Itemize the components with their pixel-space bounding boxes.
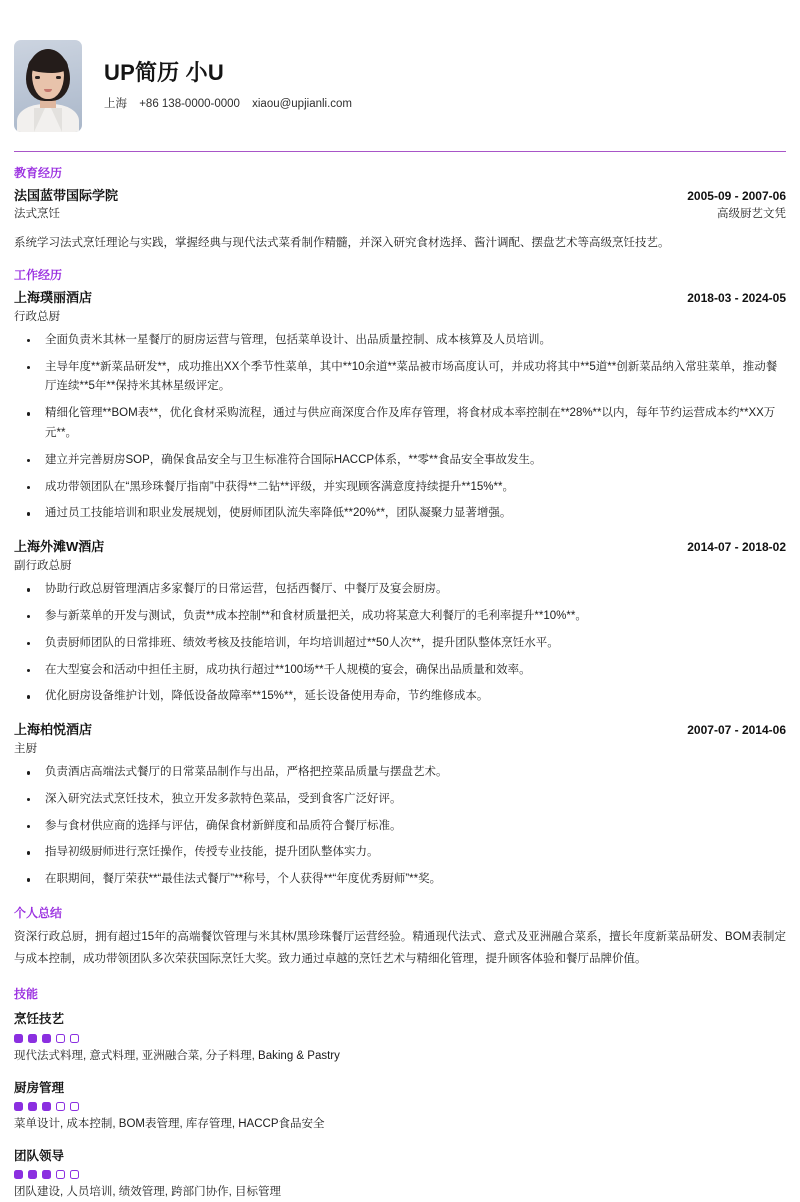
- work-entry-header: [14, 720, 786, 740]
- education-entry-subheader: [14, 206, 786, 224]
- section-title-education: 教育经历: [14, 166, 63, 180]
- section-title-work: 工作经历: [14, 268, 63, 283]
- work-entry-header: [14, 537, 786, 557]
- skill-level-indicator: [14, 1170, 786, 1179]
- summary-text: 资深行政总厨，拥有超过15年的高端餐饮管理与米其林/黑珍珠餐厅运营经验。精通现代法式、意式及亚洲融合菜系，擅长年度新菜品研发、BOM表制定与成本控制，成功带领团队多次荣获国际烹饪大奖。致力通过卓越的烹饪艺术与精细化管理，提升顾客体验和餐厅品牌价值。: [14, 930, 786, 966]
- work-entry: [14, 288, 786, 524]
- section-title-skills: 技能: [14, 986, 39, 1001]
- work-bullet: 精细化管理**BOM表**，优化食材采购流程，通过与供应商深度合作及库存管理，将食材成本率控制在**28%**以内，每年节约运营成本约**XX万元**。: [14, 404, 786, 444]
- work-bullet-list: [14, 331, 786, 524]
- contact-location: 上海: [104, 98, 127, 111]
- skill-dot-filled: [28, 1034, 37, 1043]
- work-bullet: 在大型宴会和活动中担任主厨，成功执行超过**100场**千人规模的宴会，确保出品质量和效率。: [14, 661, 786, 681]
- work-bullet: 负责酒店高端法式餐厅的日常菜品制作与出品，严格把控菜品质量与摆盘艺术。: [14, 763, 786, 783]
- work-bullet: 参与食材供应商的选择与评估，确保食材新鲜度和品质符合餐厅标准。: [14, 817, 786, 837]
- education-entry-header: [14, 186, 786, 206]
- contact-email: xiaou@upjianli.com: [252, 98, 353, 111]
- skill-dot-filled: [14, 1102, 23, 1111]
- work-company: 上海璞丽酒店: [14, 289, 93, 305]
- skill-dot-empty: [56, 1170, 65, 1179]
- work-bullet: 建立并完善厨房SOP，确保食品安全与卫生标准符合国际HACCP体系，**零**食品安全事故发生。: [14, 451, 786, 471]
- work-company: 上海外滩W酒店: [14, 539, 105, 555]
- section-education: [14, 165, 786, 254]
- work-bullet-list: [14, 580, 786, 707]
- section-skills: [14, 986, 786, 1202]
- resume-header: [14, 0, 786, 132]
- skill-category-name: 团队领导: [14, 1148, 65, 1163]
- skill-dot-filled: [42, 1034, 51, 1043]
- profile-photo: [14, 40, 82, 132]
- skill-dot-empty: [70, 1170, 79, 1179]
- skill-category-name: 烹饪技艺: [14, 1012, 65, 1027]
- work-role: 行政总厨: [14, 310, 60, 323]
- skill-level-indicator: [14, 1034, 786, 1043]
- skill-dot-empty: [56, 1034, 65, 1043]
- work-period: 2014-07 - 2018-02: [687, 540, 786, 555]
- work-role: 副行政总厨: [14, 560, 72, 573]
- work-period: 2007-07 - 2014-06: [687, 723, 786, 738]
- work-bullet: 全面负责米其林一星餐厅的厨房运营与管理，包括菜单设计、出品质量控制、成本核算及人员培训。: [14, 331, 786, 351]
- identity-block: [104, 59, 786, 114]
- contact-phone: +86 138-0000-0000: [139, 98, 240, 111]
- work-bullet: 参与新菜单的开发与测试，负责**成本控制**和食材质量把关，成功将某意大利餐厅的毛利率提升**10%**。: [14, 607, 786, 627]
- work-role: 主厨: [14, 743, 37, 756]
- work-bullet: 成功带领团队在“黑珍珠餐厅指南”中获得**二钻**评级，并实现顾客满意度持续提升**15%**。: [14, 478, 786, 498]
- work-bullet-list: [14, 763, 786, 890]
- section-title-summary: 个人总结: [14, 906, 63, 921]
- work-entry: [14, 720, 786, 890]
- education-degree: 高级厨艺文凭: [717, 207, 786, 220]
- work-entry-header: [14, 288, 786, 308]
- skill-dot-filled: [42, 1170, 51, 1179]
- skill-item-list: 团队建设, 人员培训, 绩效管理, 跨部门协作, 目标管理: [14, 1186, 282, 1199]
- skill-dot-filled: [28, 1102, 37, 1111]
- skill-level-indicator: [14, 1102, 786, 1111]
- education-major: 法式烹饪: [14, 207, 60, 220]
- skill-dot-empty: [56, 1102, 65, 1111]
- work-bullet: 负责厨师团队的日常排班、绩效考核及技能培训，年均培训超过**50人次**，提升团队整体烹饪水平。: [14, 634, 786, 654]
- skill-item-list: 菜单设计, 成本控制, BOM表管理, 库存管理, HACCP食品安全: [14, 1118, 325, 1131]
- skill-dot-empty: [70, 1034, 79, 1043]
- skill-block: [14, 1147, 786, 1202]
- work-bullet: 通过员工技能培训和职业发展规划，使厨师团队流失率降低**20%**，团队凝聚力显著增强。: [14, 504, 786, 524]
- work-bullet: 协助行政总厨管理酒店多家餐厅的日常运营，包括西餐厅、中餐厅及宴会厨房。: [14, 580, 786, 600]
- section-work: [14, 267, 786, 890]
- work-bullet: 在职期间，餐厅荣获**“最佳法式餐厅”**称号，个人获得**“年度优秀厨师”**奖。: [14, 870, 786, 890]
- work-bullet: 主导年度**新菜品研发**，成功推出XX个季节性菜单，其中**10余道**菜品被市场高度认可，并成功将其中**5道**创新菜品纳入常驻菜单，推动餐厅连续**5年**保持米其林星级评定。: [14, 358, 786, 398]
- work-bullet: 优化厨房设备维护计划，降低设备故障率**15%**，延长设备使用寿命，节约维修成本。: [14, 687, 786, 707]
- work-entry: [14, 537, 786, 707]
- work-bullet: 指导初级厨师进行烹饪操作，传授专业技能，提升团队整体实力。: [14, 843, 786, 863]
- section-summary: [14, 905, 786, 971]
- work-period: 2018-03 - 2024-05: [687, 290, 786, 305]
- candidate-name: UP简历 小U: [104, 59, 224, 85]
- skill-item-list: 现代法式料理, 意式料理, 亚洲融合菜, 分子料理, Baking & Pastry: [14, 1050, 340, 1063]
- header-divider: [14, 151, 786, 152]
- skill-dot-empty: [70, 1102, 79, 1111]
- education-period: 2005-09 - 2007-06: [687, 188, 786, 203]
- work-company: 上海柏悦酒店: [14, 722, 93, 738]
- skill-block: [14, 1010, 786, 1065]
- skill-dot-filled: [14, 1034, 23, 1043]
- skill-block: [14, 1079, 786, 1134]
- education-description: 系统学习法式烹饪理论与实践，掌握经典与现代法式菜肴制作精髓，并深入研究食材选择、酱汁调配、摆盘艺术等高级烹饪技艺。: [14, 236, 670, 249]
- skill-dot-filled: [42, 1102, 51, 1111]
- work-bullet: 深入研究法式烹饪技术，独立开发多款特色菜品，受到食客广泛好评。: [14, 790, 786, 810]
- skill-dot-filled: [14, 1170, 23, 1179]
- skill-dot-filled: [28, 1170, 37, 1179]
- education-entry: [14, 186, 786, 254]
- skill-category-name: 厨房管理: [14, 1080, 65, 1095]
- education-school: 法国蓝带国际学院: [14, 187, 119, 203]
- contact-line: [104, 96, 786, 113]
